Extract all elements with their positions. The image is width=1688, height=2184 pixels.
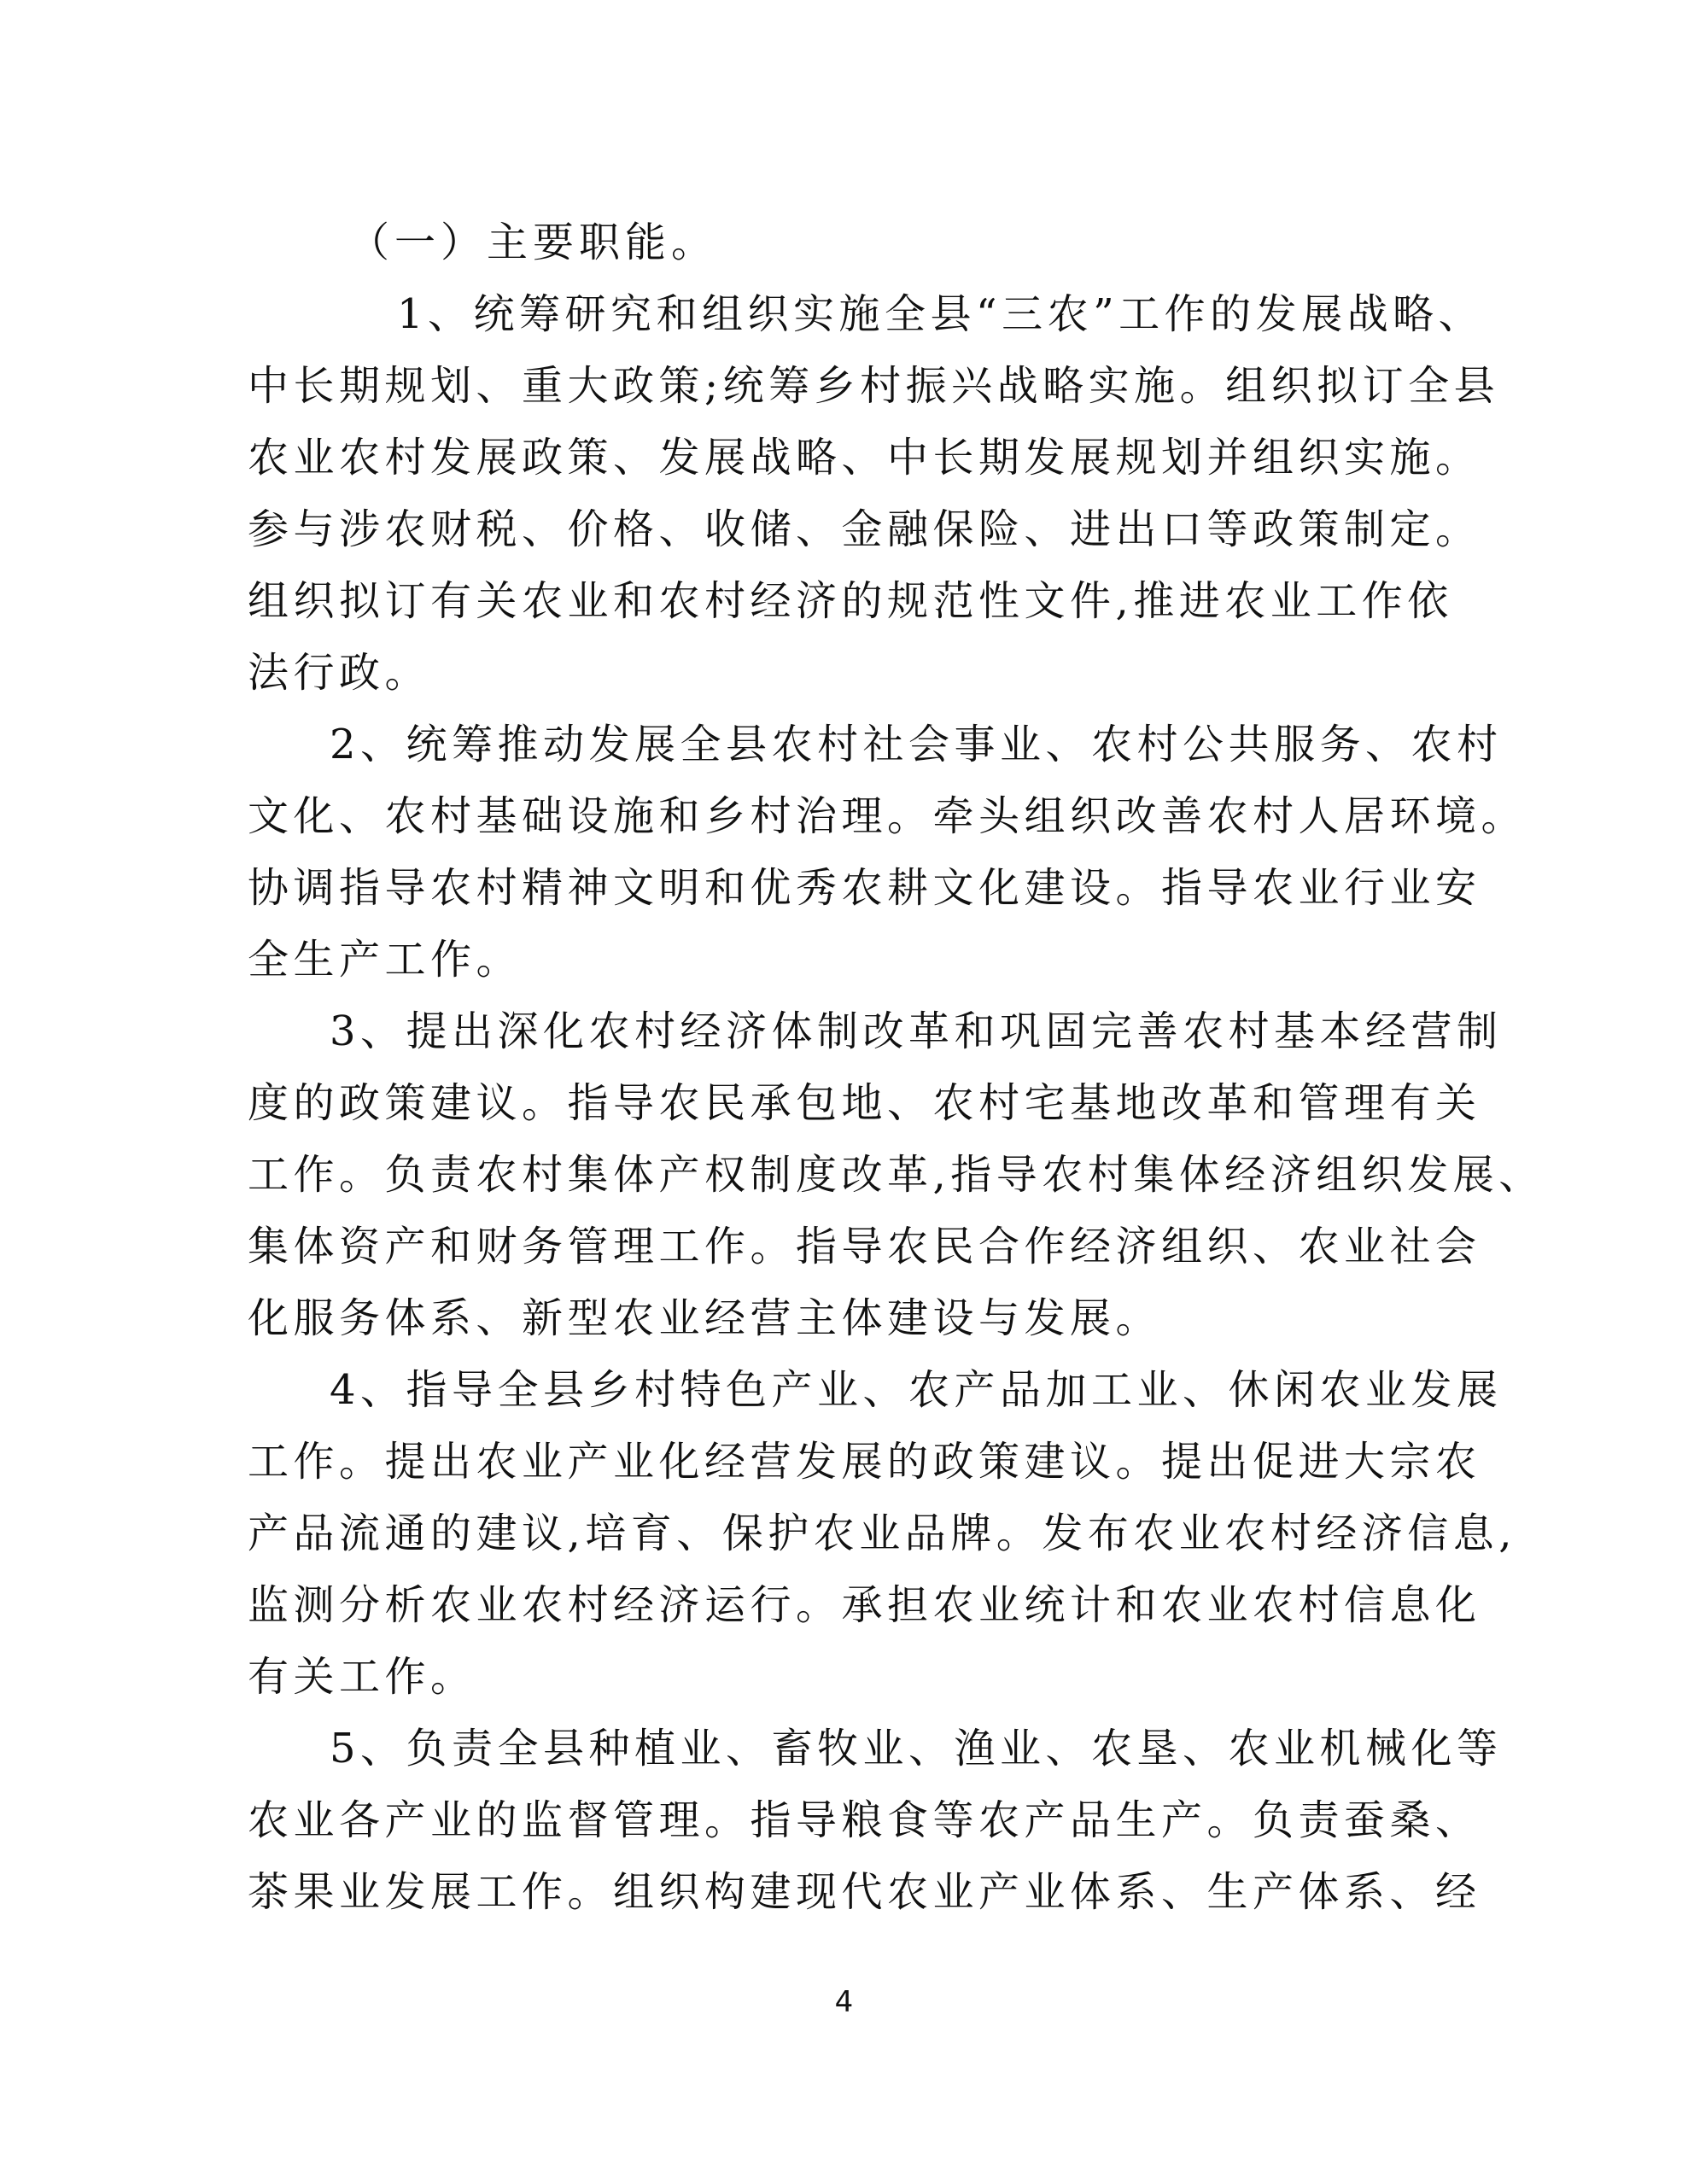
paragraph-4 (248, 1354, 1517, 1713)
text-line: 全生产工作。 (248, 936, 523, 984)
text-line: 参与涉农财税、价格、收储、金融保险、进出口等政策制定。 (248, 505, 1481, 553)
section-heading: （一）主要职能。 (348, 219, 718, 266)
text-line: 农业各产业的监督管理。指导粮食等农产品生产。负责蚕桑、 (248, 1796, 1481, 1844)
text-line: 监测分析农业农村经济运行。承担农业统计和农业农村信息化 (248, 1581, 1481, 1629)
text-line: 度的政策建议。指导农民承包地、农村宅基地改革和管理有关 (248, 1079, 1481, 1127)
text-line: 农业农村发展政策、发展战略、中长期发展规划并组织实施。 (248, 434, 1481, 482)
text-line: 集体资产和财务管理工作。指导农民合作经济组织、农业社会 (248, 1223, 1481, 1270)
text-line: 协调指导农村精神文明和优秀农耕文化建设。指导农业行业安 (248, 864, 1481, 912)
text-line: 3、提出深化农村经济体制改革和巩固完善农村基本经营制 (330, 1007, 1503, 1055)
document-body (248, 207, 1545, 1928)
text-line: 文化、农村基础设施和乡村治理。牵头组织改善农村人居环境。 (248, 792, 1527, 840)
text-line: 有关工作。 (248, 1653, 476, 1701)
text-line: 中长期规划、重大政策;统筹乡村振兴战略实施。组织拟订全县 (248, 362, 1500, 410)
text-line: 工作。负责农村集体产权制度改革,指导农村集体经济组织发展、 (248, 1151, 1545, 1199)
paragraph-5 (248, 1713, 1503, 1928)
text-line: 1、统筹研究和组织实施全县“三农”工作的发展战略、 (397, 290, 1485, 338)
text-line: 组织拟订有关农业和农村经济的规范性文件,推进农业工作依 (248, 577, 1453, 625)
paragraph-3 (248, 996, 1545, 1354)
text-line: 工作。提出农业产业化经营发展的政策建议。提出促进大宗农 (248, 1438, 1481, 1486)
text-line: 4、指导全县乡村特色产业、农产品加工业、休闲农业发展 (330, 1366, 1503, 1414)
text-line: 茶果业发展工作。组织构建现代农业产业体系、生产体系、经 (248, 1868, 1481, 1916)
paragraph-1 (248, 278, 1500, 709)
text-line: 2、统筹推动发展全县农村社会事业、农村公共服务、农村 (330, 721, 1503, 768)
text-line: 产品流通的建议,培育、保护农业品牌。发布农业农村经济信息, (248, 1510, 1517, 1557)
text-line: 法行政。 (248, 649, 431, 697)
text-line: 化服务体系、新型农业经营主体建设与发展。 (248, 1294, 1162, 1342)
text-line: 5、负责全县种植业、畜牧业、渔业、农垦、农业机械化等 (330, 1725, 1503, 1772)
paragraph-2 (248, 709, 1527, 996)
page-number: 4 (834, 1985, 854, 2019)
